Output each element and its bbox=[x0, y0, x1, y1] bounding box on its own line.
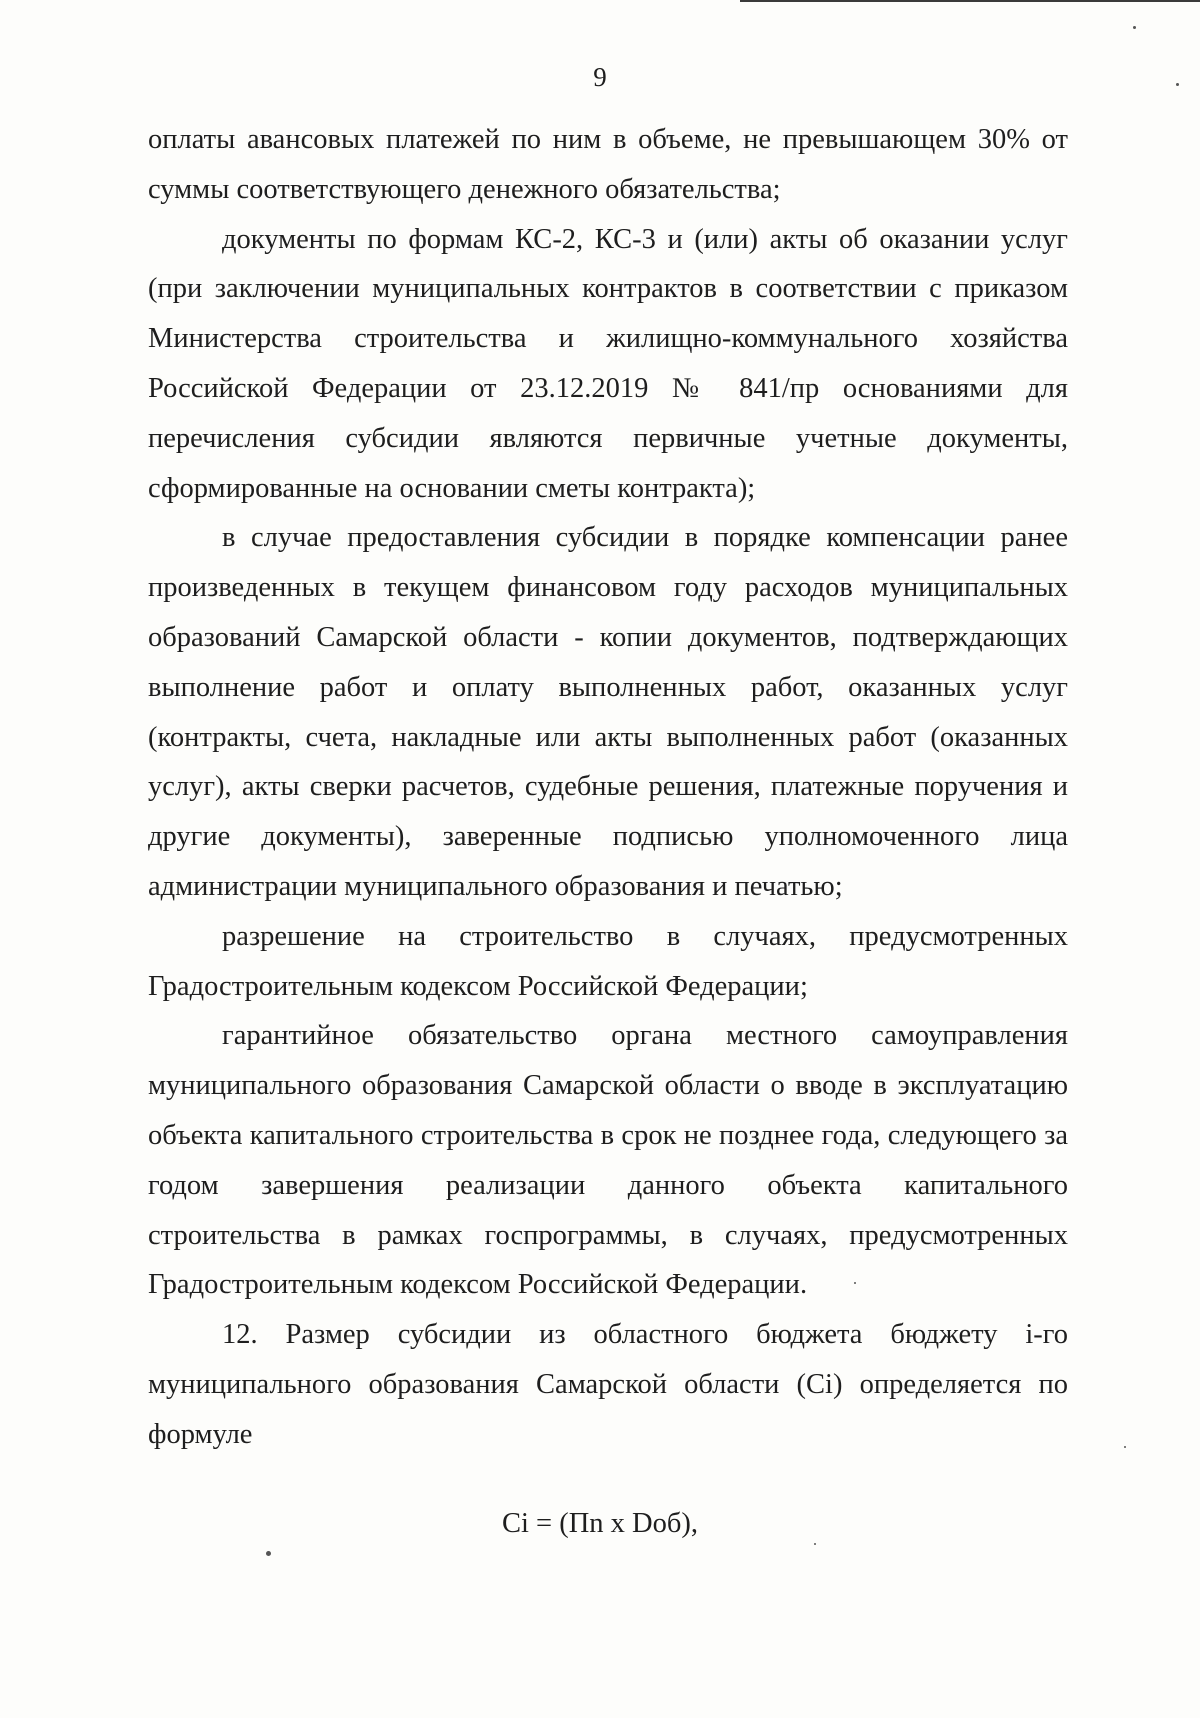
paragraph-guarantee: гарантийное обязательство органа местного самоуправления муниципального образования Самарской области о вводе в эксплуатацию объекта капитального строительства в срок не позднее года, следующего за годом завершения реализации данного объекта капитального строительства в рамках госпрограммы, в случаях, предусмотренных Градостроительным кодексом Российской Федерации. bbox=[148, 1020, 1068, 1301]
scan-speck bbox=[266, 1551, 271, 1556]
scan-speck bbox=[1133, 26, 1136, 29]
scan-speck bbox=[1176, 83, 1179, 86]
subsidy-formula: Ci = (Пn x Dоб), bbox=[501, 1508, 699, 1539]
scan-speck bbox=[814, 1543, 816, 1545]
page-number: 9 bbox=[593, 62, 607, 92]
paragraph-construction-permit: разрешение на строительство в случаях, предусмотренных Градостроительным кодексом Российской Федерации; bbox=[148, 920, 1068, 1002]
paragraph-continuation: оплаты авансовых платежей по ним в объеме, не превышающем 30% от суммы соответствующего денежного обязательства; bbox=[148, 124, 1068, 205]
scan-speck bbox=[854, 1282, 856, 1284]
scan-speck bbox=[1124, 1446, 1126, 1448]
paragraph-compensation: в случае предоставления субсидии в порядке компенсации ранее произведенных в текущем финансовом году расходов муниципальных образований Самарской области - копии документов, подтверждающих выполнение работ и оплату выполненных работ, оказанных услуг (контракты, счета, накладные или акты выполненных работ (оказанных услуг), акты сверки расчетов, судебные решения, платежные поручения и другие документы), заверенные подписью уполномоченного лица администрации муниципального образования и печатью; bbox=[148, 522, 1068, 902]
document-body bbox=[148, 115, 1068, 1460]
paragraph-item-12: 12. Размер субсидии из областного бюджета бюджету i-го муниципального образования Самарской области (Ci) определяется по формуле bbox=[148, 1319, 1068, 1450]
scan-edge-line bbox=[740, 0, 1200, 2]
paragraph-ks-documents: документы по формам КС-2, КС-3 и (или) акты об оказании услуг (при заключении муниципальных контрактов в соответствии с приказом Министерства строительства и жилищно-коммунального хозяйства Российской Федерации от 23.12.2019 № 841/пр основаниями для перечисления субсидии являются первичные учетные документы, сформированные на основании сметы контракта); bbox=[148, 223, 1068, 504]
